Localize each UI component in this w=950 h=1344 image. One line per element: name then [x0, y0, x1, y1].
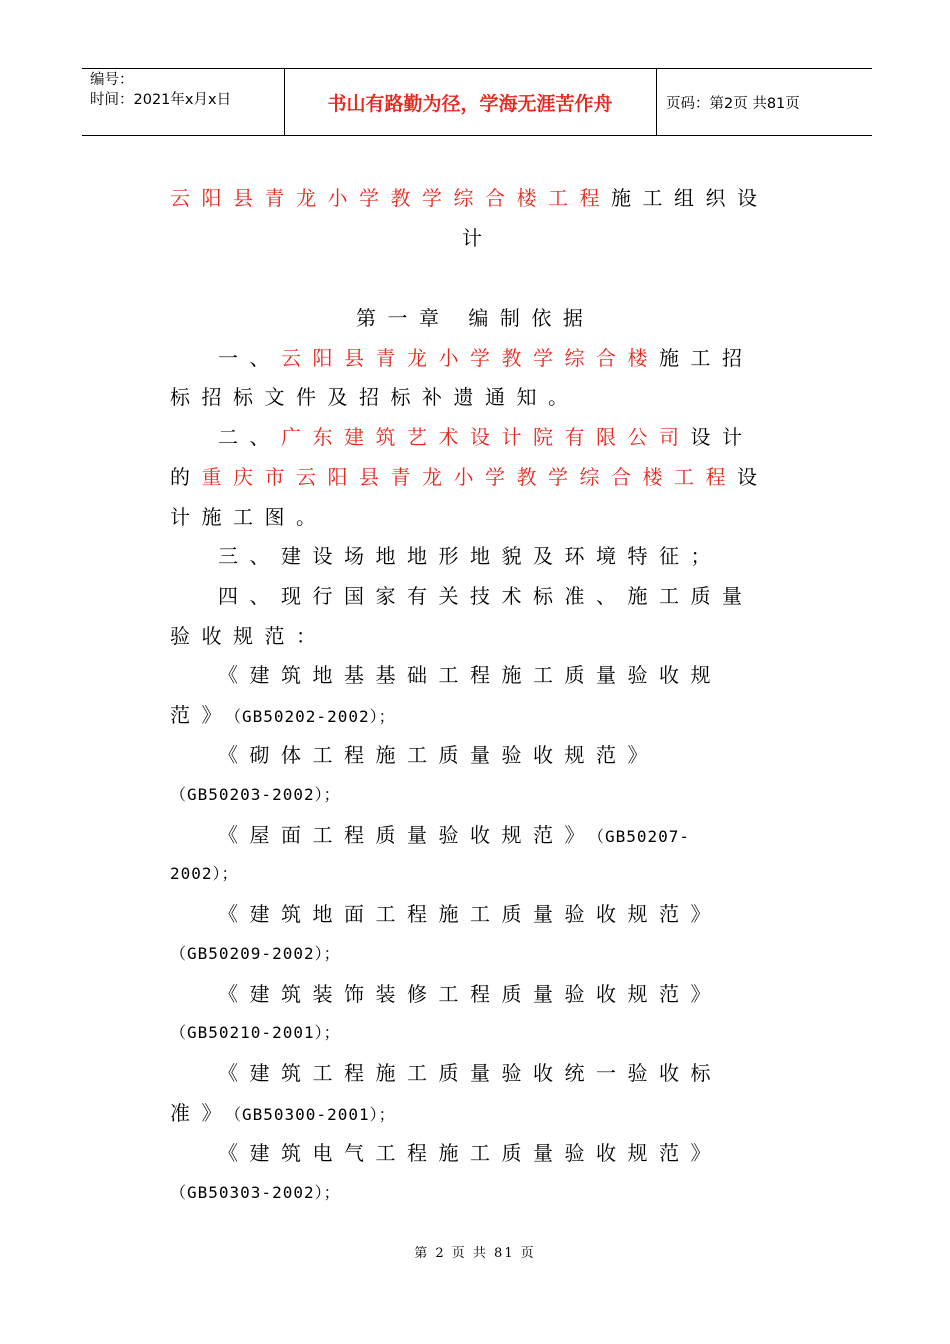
item-2-line3: 计施工图。 [170, 505, 328, 529]
motto: 书山有路勤为径，学海无涯苦作舟 [327, 93, 613, 115]
standard-3-line1 [218, 821, 690, 851]
item-2-suffix: 设计 [690, 425, 754, 449]
standard-4-code: （GB50209-2002）； [170, 944, 341, 963]
title-black: 施工组织设 [611, 186, 769, 210]
item-2-line2 [170, 463, 769, 491]
chapter-heading: 第一章 编制依据 [356, 306, 595, 330]
standard-5-code: （GB50210-2001）； [170, 1023, 341, 1042]
item-1-suffix: 施工招 [659, 346, 754, 370]
page-footer: 第 2 页 共 81 页 [414, 1246, 536, 1261]
item-2-prefix: 二、 [218, 425, 281, 449]
standard-3-text: 《屋面工程质量验收规范》 [218, 823, 596, 847]
header-bottom-border [82, 135, 872, 136]
header-top-border [82, 68, 872, 69]
item-2-line1 [218, 423, 754, 451]
time-label: 时间：2021年x月x日 [90, 92, 232, 108]
item-2-red: 广东建筑艺术设计院有限公司 [281, 425, 691, 449]
title-red: 云阳县青龙小学教学综合楼工程 [170, 186, 611, 210]
standard-3-code-a: （GB50207- [596, 827, 691, 846]
standard-1-line2 [170, 701, 396, 731]
header-divider-2 [656, 68, 657, 135]
item-1-prefix: 一、 [218, 346, 281, 370]
standard-4-line1: 《建筑地面工程施工质量验收规范》 [218, 902, 722, 926]
item-2-line2-suffix: 设 [737, 465, 769, 489]
standard-2-line1: 《砌体工程施工质量验收规范》 [218, 743, 659, 767]
standard-2-code: （GB50203-2002）； [170, 785, 341, 804]
standard-1-tail: 范》 [170, 703, 233, 727]
standard-3-code-b: 2002）； [170, 864, 239, 883]
item-1-red: 云阳县青龙小学教学综合楼 [281, 346, 659, 370]
standard-6-line2 [170, 1099, 396, 1129]
item-2-line2-prefix: 的 [170, 465, 202, 489]
item-4-line2: 验收规范： [170, 624, 328, 648]
standard-5-line1: 《建筑装饰装修工程质量验收规范》 [218, 982, 722, 1006]
doc-title-line2: 计 [462, 226, 494, 250]
standard-6-line1: 《建筑工程施工质量验收统一验收标 [218, 1061, 722, 1085]
item-4-line1: 四、现行国家有关技术标准、施工质量 [218, 584, 754, 608]
page-label: 页码：第2页 共81页 [666, 96, 800, 112]
standard-7-line1: 《建筑电气工程施工质量验收规范》 [218, 1141, 722, 1165]
standard-7-code: （GB50303-2002）； [170, 1183, 341, 1202]
item-1-line2: 标招标文件及招标补遗通知。 [170, 385, 580, 409]
doc-title-line1 [170, 184, 769, 212]
standard-6-code: （GB50300-2001）； [233, 1105, 396, 1124]
item-2-line2-red: 重庆市云阳县青龙小学教学综合楼工程 [201, 465, 737, 489]
standard-1-code: （GB50202-2002）； [233, 707, 396, 726]
item-3: 三、建设场地地形地貌及环境特征； [218, 544, 722, 568]
standard-6-tail: 准》 [170, 1101, 233, 1125]
standard-1-line1: 《建筑地基基础工程施工质量验收规 [218, 663, 722, 687]
item-1-line1 [218, 344, 754, 372]
number-label: 编号： [90, 72, 134, 88]
